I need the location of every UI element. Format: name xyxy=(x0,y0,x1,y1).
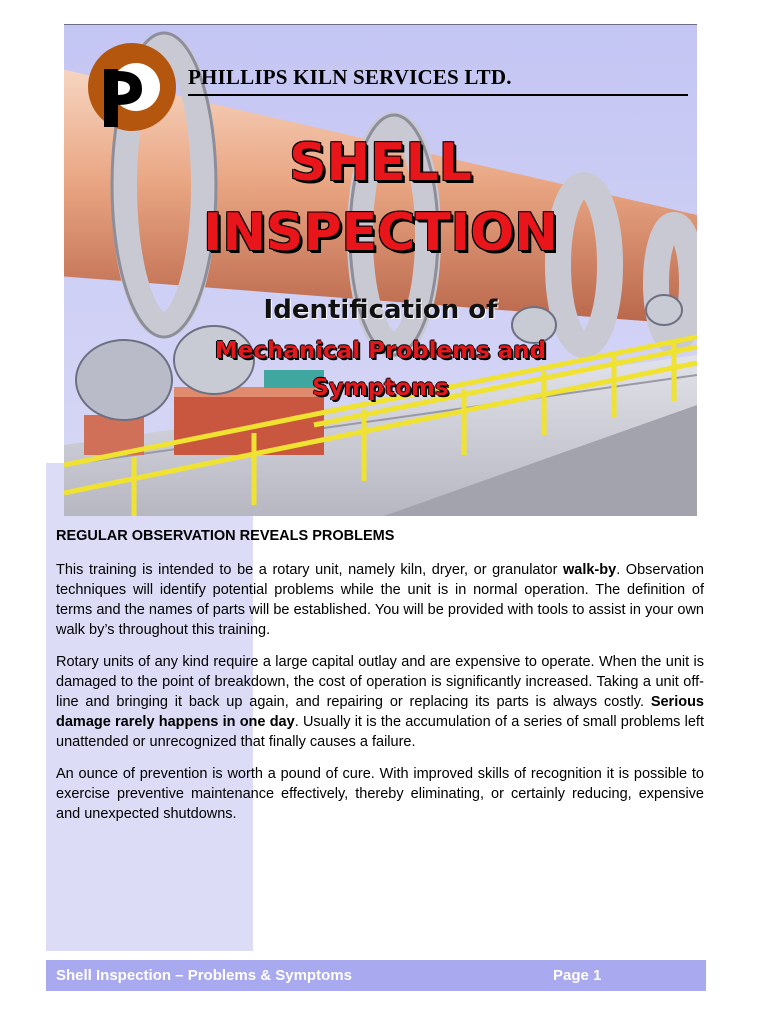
title-inspection: INSPECTION xyxy=(203,203,558,263)
company-name: PHILLIPS KILN SERVICES LTD. xyxy=(188,65,688,96)
subtitle-symptoms: Symptoms xyxy=(312,375,449,401)
document-body xyxy=(56,528,704,836)
emphasis-text: Serious damage rarely happens in one day xyxy=(56,694,704,730)
subtitle-mechanical-problems: Mechanical Problems and xyxy=(214,338,547,364)
text-run: Rotary units of any kind require a large capital outlay and are expensive to operate. When the unit is damaged to the point of breakdown, the cost of operation is significantly increased. Taking a unit off-line and bringing it back up again, and repairing or replacing its parts is always costly. xyxy=(56,654,704,710)
section-heading: REGULAR OBSERVATION REVEALS PROBLEMS xyxy=(56,528,395,544)
paragraph-2 xyxy=(56,652,704,752)
text-run: An ounce of prevention is worth a pound of cure. With improved skills of recognition it is possible to exercise preventive maintenance effectively, thereby eliminating, or certainly reducing, expensive and unexpected shutdowns. xyxy=(56,766,704,822)
emphasis-text: walk-by xyxy=(563,562,617,578)
subtitle-identification: Identification of xyxy=(263,295,498,325)
paragraph-1 xyxy=(56,560,704,640)
text-run: . Observation techniques will identify potential problems while the unit is in normal operation. The definition of terms and the names of parts will be established. You will be provided with tools to assist in your own walk by’s throughout this training. xyxy=(56,562,704,638)
text-run: This training is intended to be a rotary unit, namely kiln, dryer, or granulator xyxy=(56,562,563,578)
text-run: . Usually it is the accumulation of a series of small problems left unattended or unrecognized that finally causes a failure. xyxy=(56,714,704,750)
page-footer xyxy=(46,960,706,991)
title-shell: SHELL xyxy=(289,133,472,193)
footer-title: Shell Inspection – Problems & Symptoms xyxy=(56,967,352,984)
cover-image xyxy=(64,24,697,516)
phillips-logo xyxy=(86,41,178,133)
page-number: Page 1 xyxy=(553,967,602,984)
paragraph-3 xyxy=(56,764,704,824)
